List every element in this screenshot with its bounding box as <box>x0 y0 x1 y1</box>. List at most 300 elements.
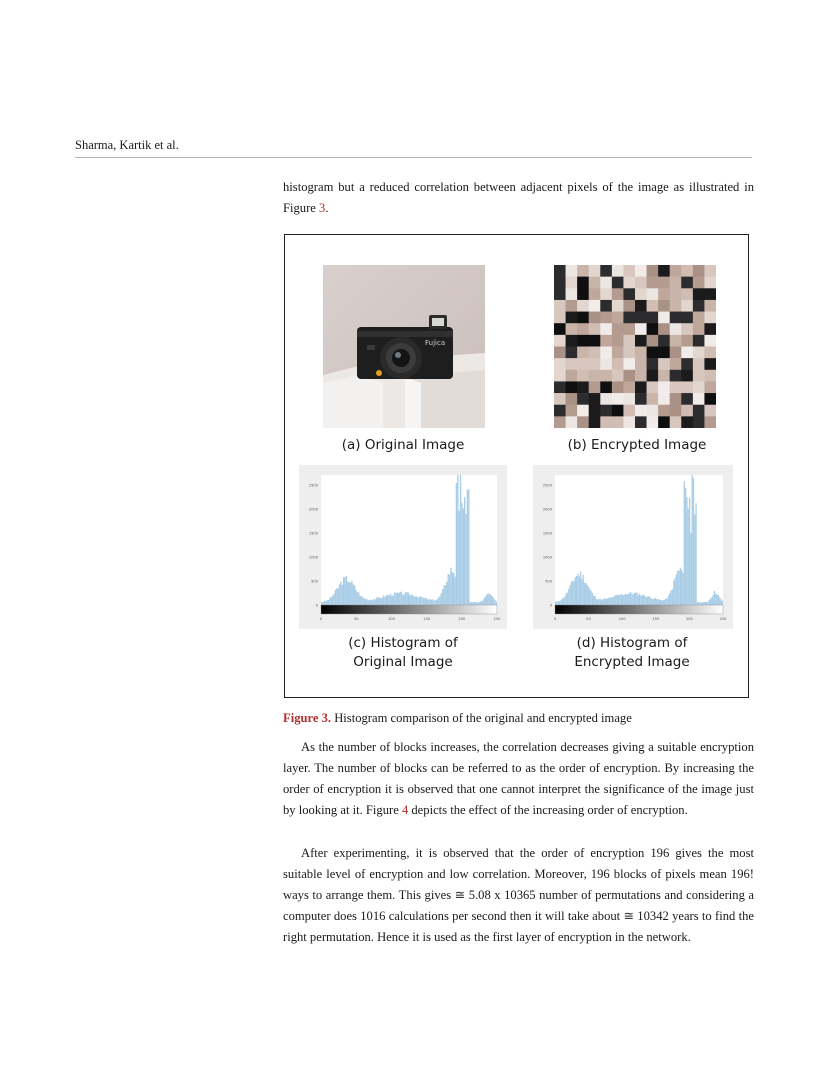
histogram-bar <box>327 600 328 605</box>
encrypted-block <box>681 393 693 405</box>
histogram-bar <box>604 599 605 605</box>
histogram-bar <box>435 600 436 605</box>
encrypted-block <box>704 300 716 312</box>
encrypted-block <box>577 277 589 289</box>
histogram-bar <box>626 595 627 605</box>
histogram-bar <box>386 595 387 605</box>
histogram-bar <box>629 593 630 605</box>
encrypted-block <box>566 405 578 417</box>
histogram-bar <box>321 602 322 605</box>
original-image <box>323 265 485 428</box>
encrypted-block <box>670 405 682 417</box>
encrypted-block <box>566 370 578 382</box>
panel-d-label-line2: Encrypted Image <box>574 654 690 670</box>
histogram-bar <box>420 596 421 605</box>
histogram-bar <box>415 597 416 606</box>
histogram-bar <box>434 601 435 605</box>
histogram-bar <box>673 581 674 605</box>
histogram-bar <box>569 585 570 605</box>
encrypted-block <box>566 416 578 428</box>
histogram-bar <box>703 602 704 605</box>
histogram-bar <box>350 583 351 605</box>
encrypted-block <box>647 265 659 277</box>
encrypted-block <box>554 358 566 370</box>
histogram-bar <box>677 570 678 605</box>
histogram-bar <box>430 600 431 605</box>
histogram-bar <box>689 498 690 605</box>
histogram-bar <box>427 600 428 605</box>
histogram-bar <box>695 503 696 605</box>
histogram-bar <box>568 589 569 605</box>
x-tick-label: 0 <box>319 617 323 621</box>
histogram-bar <box>448 574 449 605</box>
histogram-bar <box>593 596 594 605</box>
histogram-bar <box>404 594 405 605</box>
encrypted-block <box>589 358 601 370</box>
histogram-bar <box>457 475 458 605</box>
panel-c-label-line2: Original Image <box>353 654 453 670</box>
histogram-bar <box>478 602 479 605</box>
histogram-bar <box>669 593 670 605</box>
encrypted-block <box>635 416 647 428</box>
histogram-bar <box>483 599 484 605</box>
encrypted-block <box>577 335 589 347</box>
histogram-bar <box>597 599 598 605</box>
encrypted-block <box>670 416 682 428</box>
histogram-bar <box>468 489 469 605</box>
histogram-bar <box>475 602 476 605</box>
x-tick-label: 100 <box>387 617 395 621</box>
y-tick-label: 0 <box>549 603 552 608</box>
encrypted-block <box>554 277 566 289</box>
histogram-bar <box>590 591 591 605</box>
histogram-bar <box>611 597 612 605</box>
histogram-bar <box>336 588 337 605</box>
encrypted-block <box>670 370 682 382</box>
histogram-bar <box>342 585 343 605</box>
encrypted-block <box>658 347 670 359</box>
encrypted-block <box>704 393 716 405</box>
histogram-bar <box>493 598 494 605</box>
histogram-bar <box>702 602 703 605</box>
histogram-bar <box>681 570 682 605</box>
encrypted-block <box>693 335 705 347</box>
y-tick-label: 0 <box>315 603 318 608</box>
histogram-bar <box>644 596 645 605</box>
x-tick-label: 250 <box>493 617 501 621</box>
encrypted-block <box>600 405 612 417</box>
histogram-bar <box>678 571 679 605</box>
encrypted-block <box>635 393 647 405</box>
encrypted-block <box>554 370 566 382</box>
histogram-bar <box>470 602 471 605</box>
histogram-bar <box>371 600 372 605</box>
x-tick-label: 0 <box>553 617 557 621</box>
encrypted-block <box>589 335 601 347</box>
running-head: Sharma, Kartik et al. <box>75 138 179 152</box>
histogram-bar <box>713 595 714 605</box>
histogram-bar <box>452 572 453 605</box>
histogram-bar <box>424 598 425 605</box>
histogram-bar <box>472 602 473 605</box>
histogram-bar <box>398 593 399 605</box>
encrypted-block <box>589 347 601 359</box>
histogram-bar <box>375 599 376 605</box>
histogram-bar <box>408 592 409 605</box>
histogram-bar <box>560 600 561 605</box>
histogram-bar <box>659 599 660 605</box>
figure-4-link[interactable]: 4 <box>401 803 409 817</box>
encrypted-block <box>566 335 578 347</box>
encrypted-block <box>623 405 635 417</box>
encrypted-block <box>600 370 612 382</box>
histogram-bar <box>581 579 582 605</box>
encrypted-block <box>681 300 693 312</box>
histogram-bar <box>379 598 380 605</box>
histogram-bar <box>577 574 578 605</box>
paragraph-blocks-text-1: As the number of blocks increases, the correlation decreases giving a suitable encryption layer. The number of blocks can be referred to as the order of encryption. By increasing the order of encryption it is observed that one cannot interpret the significance of the image just by looking at it. Figure <box>283 740 754 817</box>
encrypted-block <box>693 265 705 277</box>
histogram-bar <box>643 594 644 605</box>
histogram-bar <box>492 596 493 605</box>
histogram-bar <box>405 592 406 605</box>
histogram-bar <box>720 599 721 605</box>
paragraph-intro <box>283 177 754 219</box>
encrypted-block <box>589 265 601 277</box>
intensity-gradient-strip <box>321 605 497 614</box>
x-tick-label: 250 <box>719 617 727 621</box>
x-tick-label: 200 <box>685 617 693 621</box>
encrypted-block <box>658 381 670 393</box>
histogram-bar <box>692 475 693 605</box>
paragraph-intro-end: . <box>325 201 329 215</box>
histogram-bar <box>383 596 384 605</box>
histogram-bar <box>423 598 424 605</box>
panel-d-label-line1: (d) Histogram of <box>576 635 688 651</box>
histogram-bar <box>722 601 723 605</box>
panel-d-label <box>550 634 714 672</box>
panel-a-label: (a) Original Image <box>341 437 465 453</box>
histogram-bar <box>676 574 677 605</box>
histogram-bar <box>438 598 439 605</box>
encrypted-block <box>681 323 693 335</box>
encrypted-block <box>647 277 659 289</box>
histogram-bar <box>353 584 354 605</box>
histogram-bar <box>349 582 350 605</box>
histogram-bar <box>490 595 491 605</box>
histogram-encrypted <box>533 465 733 629</box>
histogram-bar <box>698 602 699 605</box>
histogram-bar <box>558 601 559 605</box>
encrypted-block <box>681 370 693 382</box>
encrypted-block <box>670 323 682 335</box>
encrypted-block <box>693 405 705 417</box>
histogram-bar <box>714 591 715 605</box>
histogram-bar <box>575 577 576 605</box>
histogram-bar <box>587 585 588 605</box>
histogram-bar <box>442 589 443 605</box>
encrypted-block <box>693 416 705 428</box>
encrypted-block <box>554 323 566 335</box>
encrypted-block <box>623 323 635 335</box>
histogram-bar <box>684 481 685 605</box>
histogram-bar <box>417 598 418 605</box>
encrypted-block <box>670 381 682 393</box>
encrypted-block <box>623 381 635 393</box>
encrypted-block <box>577 312 589 324</box>
encrypted-block <box>589 277 601 289</box>
histogram-bar <box>665 598 666 605</box>
encrypted-block <box>612 335 624 347</box>
histogram-bar <box>674 578 675 605</box>
histogram-bar <box>360 596 361 605</box>
histogram-bar <box>322 602 323 605</box>
encrypted-block <box>658 358 670 370</box>
encrypted-block <box>577 405 589 417</box>
encrypted-block <box>589 393 601 405</box>
histogram-bar <box>463 508 464 605</box>
histogram-bar <box>399 592 400 605</box>
encrypted-block <box>554 300 566 312</box>
encrypted-block <box>635 405 647 417</box>
paragraph-experiment <box>283 843 754 948</box>
y-tick-label: 1000 <box>542 555 552 560</box>
encrypted-block <box>623 347 635 359</box>
encrypted-block <box>589 416 601 428</box>
encrypted-block <box>600 288 612 300</box>
encrypted-block <box>647 312 659 324</box>
encrypted-block <box>647 288 659 300</box>
histogram-bar <box>486 595 487 605</box>
histogram-bar <box>686 497 687 605</box>
encrypted-block <box>670 358 682 370</box>
encrypted-block <box>647 381 659 393</box>
encrypted-block <box>635 358 647 370</box>
encrypted-block <box>670 288 682 300</box>
figure-3-link[interactable]: 3 <box>319 201 326 215</box>
encrypted-block <box>600 323 612 335</box>
histogram-bar <box>580 572 581 605</box>
histogram-bar <box>369 600 370 605</box>
histogram-bar <box>357 592 358 605</box>
y-tick-label: 1500 <box>308 531 318 536</box>
histogram-bar <box>361 596 362 605</box>
histogram-bar <box>625 594 626 605</box>
encrypted-block <box>647 335 659 347</box>
encrypted-block <box>577 300 589 312</box>
histogram-bar <box>426 598 427 605</box>
histogram-bar <box>710 599 711 605</box>
encrypted-block <box>612 381 624 393</box>
histogram-bar <box>487 594 488 605</box>
histogram-bar <box>652 599 653 605</box>
encrypted-block <box>693 370 705 382</box>
x-tick-label: 50 <box>353 617 359 621</box>
histogram-bar <box>410 595 411 605</box>
encrypted-block <box>693 393 705 405</box>
histogram-bar <box>606 599 607 605</box>
encrypted-block <box>704 416 716 428</box>
encrypted-block <box>693 277 705 289</box>
histogram-bar <box>382 598 383 605</box>
encrypted-block <box>704 405 716 417</box>
histogram-bar <box>602 599 603 605</box>
encrypted-block <box>612 347 624 359</box>
encrypted-block <box>577 265 589 277</box>
histogram-bar <box>331 597 332 605</box>
encrypted-block <box>623 358 635 370</box>
encrypted-block <box>612 288 624 300</box>
histogram-bar <box>481 601 482 605</box>
encrypted-block <box>612 358 624 370</box>
encrypted-block <box>554 335 566 347</box>
encrypted-block <box>658 335 670 347</box>
histogram-bar <box>443 585 444 605</box>
histogram-bar <box>419 597 420 605</box>
encrypted-block <box>577 381 589 393</box>
histogram-bar <box>368 600 369 605</box>
histogram-bar <box>705 602 706 605</box>
encrypted-block <box>681 265 693 277</box>
histogram-bar <box>446 582 447 605</box>
encrypted-block <box>612 370 624 382</box>
encrypted-block <box>554 393 566 405</box>
histogram-bar <box>573 581 574 605</box>
encrypted-block <box>681 288 693 300</box>
histogram-bar <box>630 592 631 605</box>
encrypted-block <box>566 277 578 289</box>
encrypted-block <box>623 393 635 405</box>
encrypted-block <box>658 265 670 277</box>
histogram-bar <box>479 602 480 605</box>
histogram-bar <box>672 589 673 605</box>
y-tick-label: 2500 <box>542 483 552 488</box>
encrypted-block <box>670 347 682 359</box>
encrypted-block <box>658 416 670 428</box>
histogram-bar <box>598 599 599 605</box>
histogram-bar <box>354 586 355 605</box>
histogram-bar <box>706 602 707 605</box>
histogram-bar <box>453 573 454 605</box>
encrypted-block <box>681 312 693 324</box>
x-tick-label: 50 <box>586 617 591 621</box>
encrypted-block <box>612 416 624 428</box>
encrypted-block <box>600 265 612 277</box>
histogram-bar <box>650 597 651 605</box>
encrypted-block <box>589 312 601 324</box>
panel-c-label <box>323 634 483 672</box>
histogram-bar <box>694 514 695 605</box>
histogram-bar <box>663 600 664 605</box>
histogram-bar <box>428 599 429 605</box>
encrypted-block <box>681 381 693 393</box>
encrypted-block <box>647 370 659 382</box>
histogram-bar <box>467 490 468 605</box>
encrypted-block <box>647 358 659 370</box>
paragraph-blocks <box>283 737 754 821</box>
histogram-bar <box>402 595 403 605</box>
histogram-bar <box>358 593 359 605</box>
histogram-bar <box>387 595 388 605</box>
histogram-bar <box>635 593 636 605</box>
histogram-bar <box>409 595 410 605</box>
histogram-bar <box>718 595 719 605</box>
encrypted-block <box>693 300 705 312</box>
encrypted-block <box>658 393 670 405</box>
encrypted-block <box>566 358 578 370</box>
encrypted-block <box>635 370 647 382</box>
histogram-bar <box>471 602 472 605</box>
histogram-bar <box>609 597 610 605</box>
encrypted-block <box>554 265 566 277</box>
histogram-bar <box>373 599 374 605</box>
histogram-bar <box>343 577 344 605</box>
encrypted-block <box>635 265 647 277</box>
histogram-bar <box>377 597 378 605</box>
histogram-bar <box>364 598 365 605</box>
figure-caption <box>283 708 754 729</box>
histogram-bar <box>636 592 637 605</box>
encrypted-block <box>577 323 589 335</box>
histogram-bar <box>576 576 577 605</box>
histogram-bar <box>600 599 601 605</box>
histogram-bar <box>384 597 385 605</box>
x-tick-label: 150 <box>423 617 431 621</box>
histogram-bar <box>621 594 622 605</box>
histogram-bar <box>608 598 609 605</box>
histogram-bar <box>460 475 461 605</box>
encrypted-block <box>670 265 682 277</box>
encrypted-block <box>589 300 601 312</box>
figure-3-frame <box>284 234 749 698</box>
encrypted-block <box>681 347 693 359</box>
histogram-bar <box>563 598 564 605</box>
encrypted-block <box>681 416 693 428</box>
encrypted-block <box>589 405 601 417</box>
histogram-bar <box>661 601 662 605</box>
encrypted-block <box>589 288 601 300</box>
histogram-bar <box>393 595 394 605</box>
encrypted-block <box>635 300 647 312</box>
histogram-bar <box>594 596 595 605</box>
histogram-bar <box>653 599 654 605</box>
encrypted-block <box>600 393 612 405</box>
encrypted-block <box>554 381 566 393</box>
encrypted-block <box>554 312 566 324</box>
histogram-bar <box>340 582 341 605</box>
encrypted-block <box>589 323 601 335</box>
encrypted-block <box>577 358 589 370</box>
encrypted-block <box>600 416 612 428</box>
histogram-bar <box>432 599 433 605</box>
encrypted-block <box>635 277 647 289</box>
encrypted-block <box>647 393 659 405</box>
intensity-gradient-strip <box>555 605 723 614</box>
histogram-bar <box>344 577 345 605</box>
paragraph-intro-text: histogram but a reduced correlation between adjacent pixels of the image as illustrated in Figure <box>283 180 754 215</box>
encrypted-block <box>658 370 670 382</box>
histogram-bar <box>339 584 340 605</box>
histogram-bar <box>685 488 686 605</box>
encrypted-block <box>670 277 682 289</box>
encrypted-block <box>704 312 716 324</box>
histogram-bar <box>494 600 495 605</box>
encrypted-block <box>670 312 682 324</box>
histogram-bar <box>412 595 413 605</box>
encrypted-block <box>600 358 612 370</box>
encrypted-block <box>566 393 578 405</box>
encrypted-block <box>704 288 716 300</box>
